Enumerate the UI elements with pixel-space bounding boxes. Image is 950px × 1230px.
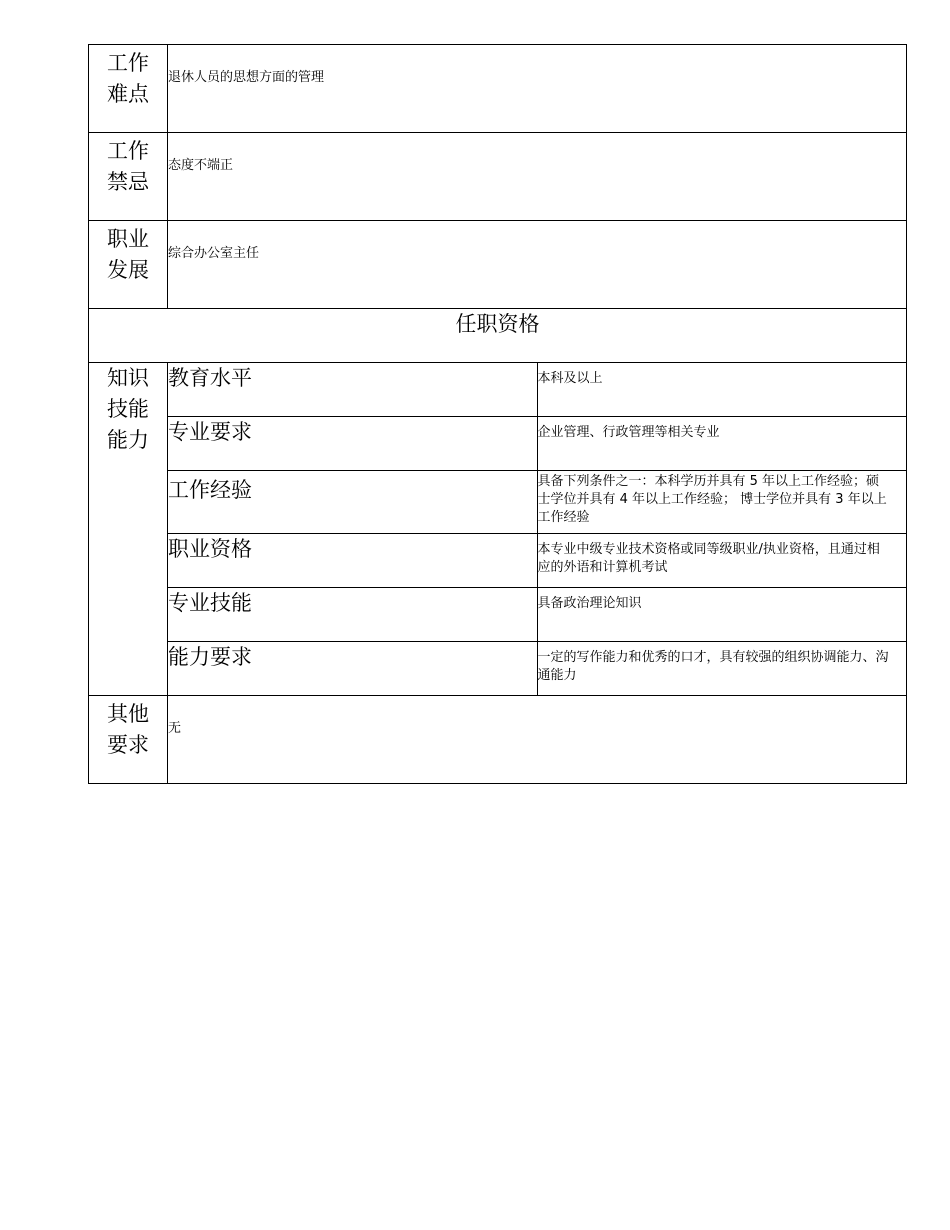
education-label: 教育水平 (168, 366, 252, 390)
abilities-label: 能力要求 (168, 645, 252, 669)
table-row-education (89, 363, 907, 417)
qualification-group-cell (89, 363, 168, 696)
abilities-value: 一定的写作能力和优秀的口才，具有较强的组织协调能力、沟通能力 (537, 650, 889, 683)
row-content-cell (168, 45, 907, 133)
major-value: 企业管理、行政管理等相关专业 (537, 425, 720, 440)
skills-value: 具备政治理论知识 (537, 596, 642, 611)
row-content-cell (168, 696, 907, 784)
sub-content-cell (537, 534, 907, 588)
row-label-cell (89, 221, 168, 309)
certification-value: 本专业中级专业技术资格或同等级职业/执业资格，且通过相应的外语和计算机考试 (537, 542, 880, 575)
row-label-cell (89, 133, 168, 221)
table-row-abilities (89, 642, 907, 696)
other-label: 其他要求 (107, 702, 149, 757)
section-title: 任职资格 (89, 309, 907, 363)
experience-label: 工作经验 (168, 478, 252, 502)
sub-content-cell (537, 642, 907, 696)
taboo-label: 工作禁忌 (107, 139, 149, 194)
row-label-cell (89, 45, 168, 133)
certification-label: 职业资格 (168, 537, 252, 561)
major-label: 专业要求 (168, 420, 252, 444)
sub-content-cell (537, 363, 907, 417)
sub-content-cell (537, 471, 907, 534)
sub-label-cell (168, 471, 538, 534)
table-row-skills (89, 588, 907, 642)
experience-value: 具备下列条件之一：本科学历并具有 5 年以上工作经验；硕士学位并具有 4 年以上工作经验； 博士学位并具有 3 年以上工作经验 (537, 474, 887, 525)
sub-label-cell (168, 642, 538, 696)
difficulty-label: 工作难点 (107, 51, 149, 106)
skills-label: 专业技能 (168, 591, 252, 615)
row-content-cell (168, 221, 907, 309)
job-description-table (88, 44, 907, 784)
sub-content-cell (537, 588, 907, 642)
taboo-content: 态度不端正 (168, 158, 234, 173)
table-row-taboo (89, 133, 907, 221)
table-row-major (89, 417, 907, 471)
table-row-experience (89, 471, 907, 534)
table-row-difficulty (89, 45, 907, 133)
row-label-cell (89, 696, 168, 784)
row-content-cell (168, 133, 907, 221)
other-content: 无 (168, 721, 182, 736)
sub-label-cell (168, 588, 538, 642)
sub-label-cell (168, 363, 538, 417)
sub-label-cell (168, 417, 538, 471)
qualification-group-label: 知识技能能力 (107, 366, 149, 452)
sub-content-cell (537, 417, 907, 471)
table-row-other (89, 696, 907, 784)
difficulty-content: 退休人员的思想方面的管理 (168, 70, 325, 85)
sub-label-cell (168, 534, 538, 588)
table-row-career (89, 221, 907, 309)
education-value: 本科及以上 (537, 371, 603, 386)
career-label: 职业发展 (107, 227, 149, 282)
table-row-section-title (89, 309, 907, 363)
table-row-certification (89, 534, 907, 588)
career-content: 综合办公室主任 (168, 246, 260, 261)
